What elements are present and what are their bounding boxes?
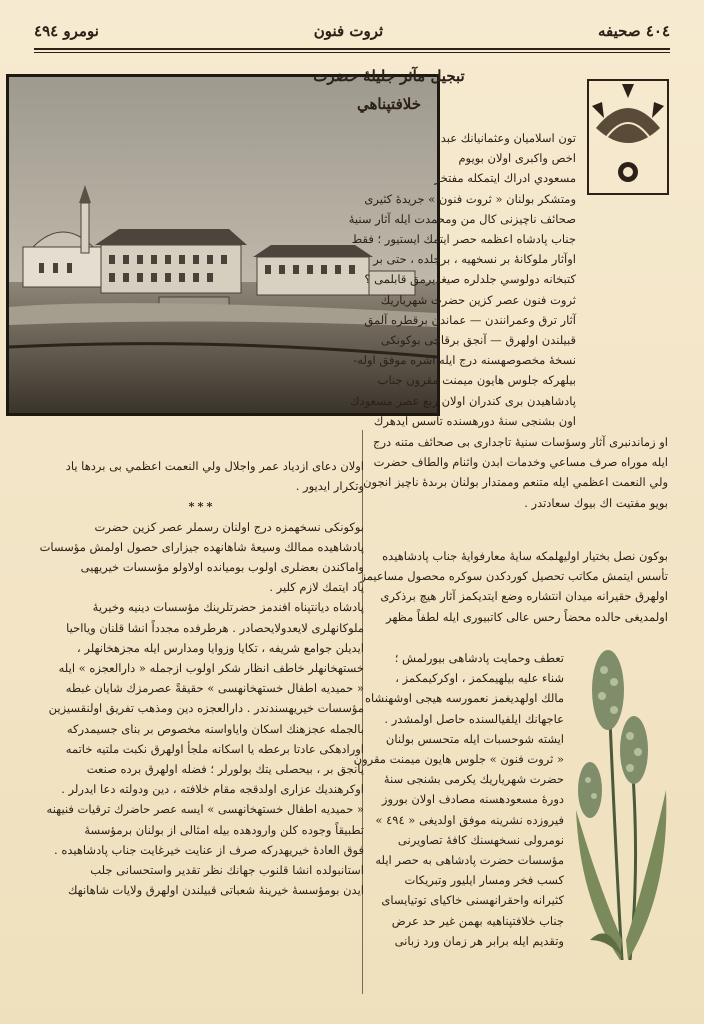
text-line: دورهٔ مسعودهسنه مصادف اولان بوروز — [381, 792, 564, 807]
floral-ornament-icon — [586, 78, 670, 196]
text-line: بوكون نصل بختيار اوليهلمكه سايهٔ معارفوايهٔ جناب پادشاهيده — [382, 549, 668, 563]
text-line: تطبيقاً وجوده كلن وارودهده بيله امثالى از بولنان برمؤسسهٔ — [84, 822, 364, 837]
text-line: اوآثار ملوكانهٔ بر نسخهيه ، برجلده ، حتى بر — [373, 252, 576, 267]
text-line: پادشاهيدن برى كندران اولان ربع عصر مسعودك — [350, 393, 576, 408]
text-line: نسخهٔ مخصوصهسنه درج ايله اشره موفق اوله- — [353, 353, 576, 368]
text-line: عاجهانك ايلفيالسنده حاصل اولمشدر . — [384, 711, 564, 726]
text-line: خستهخانهلر خاطف انظار شكر اولوب ازجمله « دارالعجزه » ايله — [58, 661, 364, 676]
text-line: ثروت فنون عصر كزين حضرت شهرياريك — [380, 292, 576, 307]
text-line: ومتشكر بولنان « ثروت فنون » جريدهٔ كثيرى — [364, 191, 576, 206]
text-line: اولهرق حقيرانه ميدان انتشاره وضع ايتديكمز آثار هيچ برذكرى — [380, 589, 668, 604]
text-line: بالجمله عجزهنك اسكان واياواسنه مخصوص بر بناى جسيمدركه — [66, 721, 364, 736]
text-line: بوكونكى نسخهمزه درج اولنان رسملر عصر كزين حضرت — [94, 519, 364, 534]
article-title-line-1: تبجيل مآثر جليلهٔ حضرت — [313, 67, 465, 85]
text-line: « حميديه اطفال خستهخانهسى » حقيقةً عصرمزك شايان غبطه — [65, 681, 364, 696]
text-line: ايدن بومؤسسهٔ خيرينهٔ شعباتى قبيلندن اولهرق ولايات شاهانهك — [67, 883, 364, 898]
header-rule-thick — [34, 48, 670, 50]
article-continuation — [363, 432, 668, 544]
text-line: « حميديه اطفال خستهخانهسى » ايسه عصر حاضرك ترقيات فنيهنه — [46, 802, 364, 817]
text-line: اولمديغى حالده محضاً رحس عالى كاتبيورى ايله لطفاً مظهر — [385, 609, 668, 624]
text-line: وتقديم ايله برابر هر زمان ورد زبانى — [394, 933, 564, 948]
issue-number: نومرو ٤٩٤ — [34, 22, 99, 40]
text-line: نومرولى نسخهسنك كافهٔ تصاويرنى — [397, 832, 564, 847]
text-line: ملوكانهلرى لايعدولايحصادر . هرطرفده مجدداً انشا قلنان ويااحيا — [66, 620, 364, 635]
text-line: شناء عليه بيلهيمكمز ، اوكركيمكمز ، — [395, 671, 564, 686]
text-line: پادشاهيده ممالك وسيعهٔ شاهانهده جيزاراى حصول اولمش مؤسسات — [39, 539, 364, 554]
text-line: فوق العادهٔ خيريهدركه صرف از عنايت خيرغايت جناب پادشاهيده . — [54, 842, 364, 857]
text-line: مسعودي ادراك ايتمكله مفتخر — [434, 171, 576, 186]
article-title-line-2: خلافتپناهي — [357, 95, 421, 113]
left-article-column — [40, 456, 364, 976]
text-line: ياد ايتمك لازم كلير . — [269, 580, 364, 595]
text-line: او زماندنبرى آثار وسؤسات سنيهٔ تاجدارى بى صحائف متنه درج — [373, 435, 668, 449]
article-title — [294, 62, 484, 118]
text-line: بيلهركه جلوس هايون ميمنت مقرون جناب — [377, 373, 576, 388]
hyacinth-flower-icon — [570, 640, 674, 970]
text-line: « ثروت فنون » جلوس هايون ميمنت مقرون — [353, 752, 564, 767]
text-line: كسب فخر ومسار ايليور وتبريكات — [404, 873, 564, 888]
text-line: واماكندن بعضلرى اولوب بوميانده اولاولو مؤسسات خيريهيى — [80, 560, 364, 575]
text-line: جناب پادشاه اعظمه حصر ايتمك ايستيور ؛ فقط — [351, 232, 576, 247]
text-line: جناب خلافتپناهيه بهمن غير حد عرض — [391, 913, 564, 928]
section-separator: *** — [188, 499, 216, 514]
text-line: ايشته شوحسبات ايله متحسس بولنان — [385, 731, 564, 746]
text-line: قبيلندن اولهرق — آنجق برقاچى بوكونكى — [380, 333, 576, 348]
article-paragraph-3 — [353, 648, 564, 974]
text-line: اون بشنجى سنهٔ دورهسنده تأسس ايدهرك — [373, 413, 576, 428]
text-line: اخص واكبرى اولان بويوم — [458, 151, 576, 166]
text-line: تأسس ايتمش مكاتب تحصيل كوردكدن سوكره محصول مساعيمز — [360, 569, 668, 584]
text-line: مؤسسات حضرت پادشاهى به حصر ايله — [375, 853, 564, 868]
text-line: فيروزده نشرينه موفق اولديغى « ٤٩٤ » — [375, 812, 564, 827]
header-rule-thin — [34, 52, 670, 53]
text-line: كثيرانه واحقرانهسنى خاكياى توتيايساى — [381, 893, 564, 908]
masthead-title: ثروت فنون — [313, 22, 384, 40]
text-line: تعطف وحمايت پادشاهى بيورلمش ؛ — [394, 651, 564, 665]
text-line: وتكرار ايديور . — [295, 479, 364, 494]
text-line: ايله موراه صرف مساعي وخدمات ابدن واثنام والطاف حضرت — [373, 455, 668, 470]
text-line: آثار ترق وعمرانندن — عماندن برقطره آلمق — [364, 312, 576, 327]
text-line: اولان دعاى ازدياد عمر واجلال ولي النعمت اعظمي بى بردها ياد — [65, 459, 364, 473]
text-line: كتبخانه دولوسي جلدلره صيغديرمق قابلمى ؟ — [364, 272, 576, 287]
text-line: اوكرهنديك عزارى اولدقجه مقام خلافته ، دين ودولته دعا ايدرلر . — [61, 782, 364, 797]
text-line: ايديلن جوامع شريفه ، تكايا وزوايا ومدارس ايله مجزهخانهلر ، — [76, 640, 364, 655]
text-line: مؤسسات خيريهسندندر . دارالعجزه دين ومذهب تفريق اولنقسيزين — [48, 701, 364, 716]
text-line: بويو مفتيت اك بيوك سعادتدر . — [524, 495, 668, 510]
text-line: اورادهكى عادتا برعطه يا اسكانه ملجأ اولهرق نكبت ملتيه خاتمه — [65, 741, 364, 756]
page-number: ٤٠٤ صحيفه — [598, 22, 670, 40]
text-line: تون اسلاميان وعثمانيانك عبد — [440, 131, 576, 145]
text-line: صحائف ناچيزنى كال من ومحمدت ايله آثار سنيهٔ — [348, 211, 576, 226]
text-line: حضرت شهرياريك يكرمى بشنجى سنهٔ — [383, 772, 564, 787]
text-line: استانبولده انشا قلنوب جهانك نظر تقدير واستحسانى جلب — [90, 863, 364, 878]
text-line: مالك اولهديغمز نعمورسه هيجى اوشهنشاه — [365, 691, 564, 706]
article-paragraph-2 — [360, 546, 668, 642]
page-header — [34, 18, 670, 44]
text-line: يانجق بر ، بيحصلى يتك بولورلر ؛ فضله اولهرق برده صنعت — [86, 762, 364, 777]
text-line: پادشاه ديانتپناه افندمز حضرتلرينك مؤسسات دينيه وخيريهٔ — [92, 600, 364, 615]
text-line: ولي النعمت اعظمي ايله متنعم وممتدار بولنان برىدهٔ ناچيز انجون — [363, 475, 668, 490]
